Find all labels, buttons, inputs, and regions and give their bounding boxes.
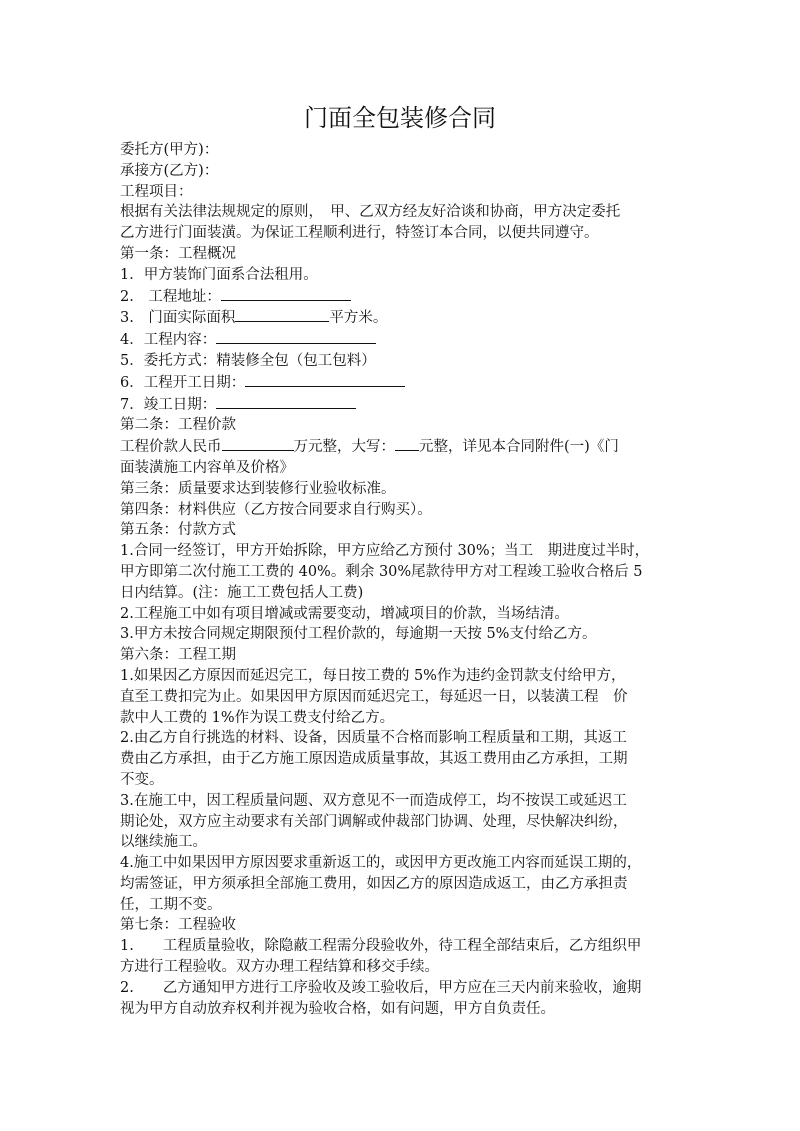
article-1-item-2-label: 2. 工程地址： <box>120 288 221 305</box>
article-1-heading: 第一条：工程概况 <box>120 245 236 262</box>
article-4: 第四条：材料供应（乙方按合同要求自行购买）。 <box>120 501 432 518</box>
article-3: 第三条：质量要求达到装修行业验收标准。 <box>120 480 396 497</box>
article-1-item-7 <box>120 394 690 416</box>
party-b-line: 承接方(乙方)： <box>120 162 219 179</box>
article-7-heading: 第七条：工程验收 <box>120 917 236 934</box>
article-6-line-10: 4.施工中如果因甲方原因要求重新返工的，或因甲方更改施工内容而延误工期的， <box>120 855 642 872</box>
party-a-line: 委托方(甲方)： <box>120 142 219 158</box>
article-7-line-4: 视为甲方自动放弃权利并视为验收合格，如有问题，甲方自负责任。 <box>120 1000 555 1017</box>
article-1-item-2 <box>120 286 690 308</box>
article-5-heading: 第五条：付款方式 <box>120 522 236 539</box>
article-1-item-3 <box>120 307 690 329</box>
price-number-blank <box>222 436 294 451</box>
article-6-line-3: 款中人工费的 1%作为误工费支付给乙方。 <box>120 709 395 726</box>
article-1-item-6 <box>120 372 690 394</box>
preamble-line-2: 乙方进行门面装潢。为保证工程顺利进行，特签订本合同，以便共同遵守。 <box>120 225 599 242</box>
article-2-line-2: 面装潢施工内容单及价格》 <box>120 459 294 476</box>
price-mid: 万元整，大写： <box>293 439 395 456</box>
article-5-line-2: 甲方即第二次付施工工费的 40%。剩余 30%尾款待甲方对工程竣工验收合格后 5 <box>120 563 643 580</box>
article-2-line-1 <box>120 436 690 458</box>
start-date-blank <box>245 372 405 387</box>
article-5-line-1: 1.合同一经签订，甲方开始拆除，甲方应给乙方预付 30%；当工 期进度过半时， <box>120 543 650 560</box>
article-1-item-7-label: 7．竣工日期： <box>120 396 217 413</box>
article-6-line-2: 直至工费扣完为止。如果因甲方原因而延迟完工，每延迟一日，以装潢工程 价 <box>120 688 628 705</box>
project-line: 工程项目： <box>120 183 193 200</box>
preamble-line-1: 根据有关法律法规规定的原则， 甲、乙双方经友好洽谈和协商，甲方决定委托 <box>120 204 621 221</box>
article-6-line-4: 2.由乙方自行挑选的材料、设备，因质量不合格而影响工程质量和工期，其返工 <box>120 730 627 747</box>
article-2-heading: 第二条：工程价款 <box>120 417 236 434</box>
article-6-line-1: 1.如果因乙方原因而延迟完工，每日按工费的 5%作为违约金罚款支付给甲方， <box>120 667 626 684</box>
article-1-item-6-label: 6．工程开工日期： <box>120 374 246 391</box>
article-6-line-6: 不变。 <box>120 771 164 788</box>
contract-body <box>120 140 690 1019</box>
article-6-line-12: 任，工期不变。 <box>120 896 222 913</box>
article-1-item-4-label: 4．工程内容： <box>120 332 217 349</box>
article-1-item-4 <box>120 329 690 351</box>
article-1-item-3-unit: 平方米。 <box>329 310 388 327</box>
area-blank <box>235 307 329 322</box>
document-title: 门面全包装修合同 <box>304 104 496 132</box>
article-7-line-2: 方进行工程验收。双方办理工程结算和移交手续。 <box>120 959 439 976</box>
price-words-blank <box>395 436 419 451</box>
article-5-line-5: 3.甲方未按合同规定期限预付工程价款的，每逾期一天按 5%支付给乙方。 <box>120 626 597 643</box>
content-blank <box>216 329 376 344</box>
price-tail: 元整，详见本合同附件(一)《门 <box>419 439 619 456</box>
article-1-item-1: 1．甲方装饰门面系合法租用。 <box>120 266 318 283</box>
article-6-line-11: 均需签证，甲方须承担全部施工费用，如因乙方的原因造成返工，由乙方承担责 <box>120 875 628 892</box>
article-5-line-3: 日内结算。(注：施工工费包括人工费) <box>120 584 364 601</box>
article-6-line-7: 3.在施工中，因工程质量问题、双方意见不一而造成停工，均不按误工或延迟工 <box>120 792 627 809</box>
completion-date-blank <box>216 394 356 409</box>
article-6-line-8: 期论处，双方应主动要求有关部门调解或仲裁部门协调、处理，尽快解决纠纷， <box>120 813 628 830</box>
article-5-line-4: 2.工程施工中如有项目增减或需要变动，增减项目的价款，当场结清。 <box>120 605 569 622</box>
article-6-line-9: 以继续施工。 <box>120 834 207 851</box>
article-1-item-5: 5．委托方式：精装修全包（包工包料） <box>120 352 376 369</box>
article-6-line-5: 费由乙方承担，由于乙方施工原因造成质量事故，其返工费用由乙方承担，工期 <box>120 751 628 768</box>
price-label: 工程价款人民币 <box>120 439 222 456</box>
article-7-line-3: 2. 乙方通知甲方进行工序验收及竣工验收后，甲方应在三天内前来验收，逾期 <box>120 979 642 996</box>
address-blank <box>221 286 351 301</box>
article-7-line-1: 1. 工程质量验收，除隐蔽工程需分段验收外，待工程全部结束后，乙方组织甲 <box>120 938 642 955</box>
article-1-item-3-label: 3. 门面实际面积 <box>120 310 236 327</box>
article-6-heading: 第六条：工程工期 <box>120 647 236 664</box>
